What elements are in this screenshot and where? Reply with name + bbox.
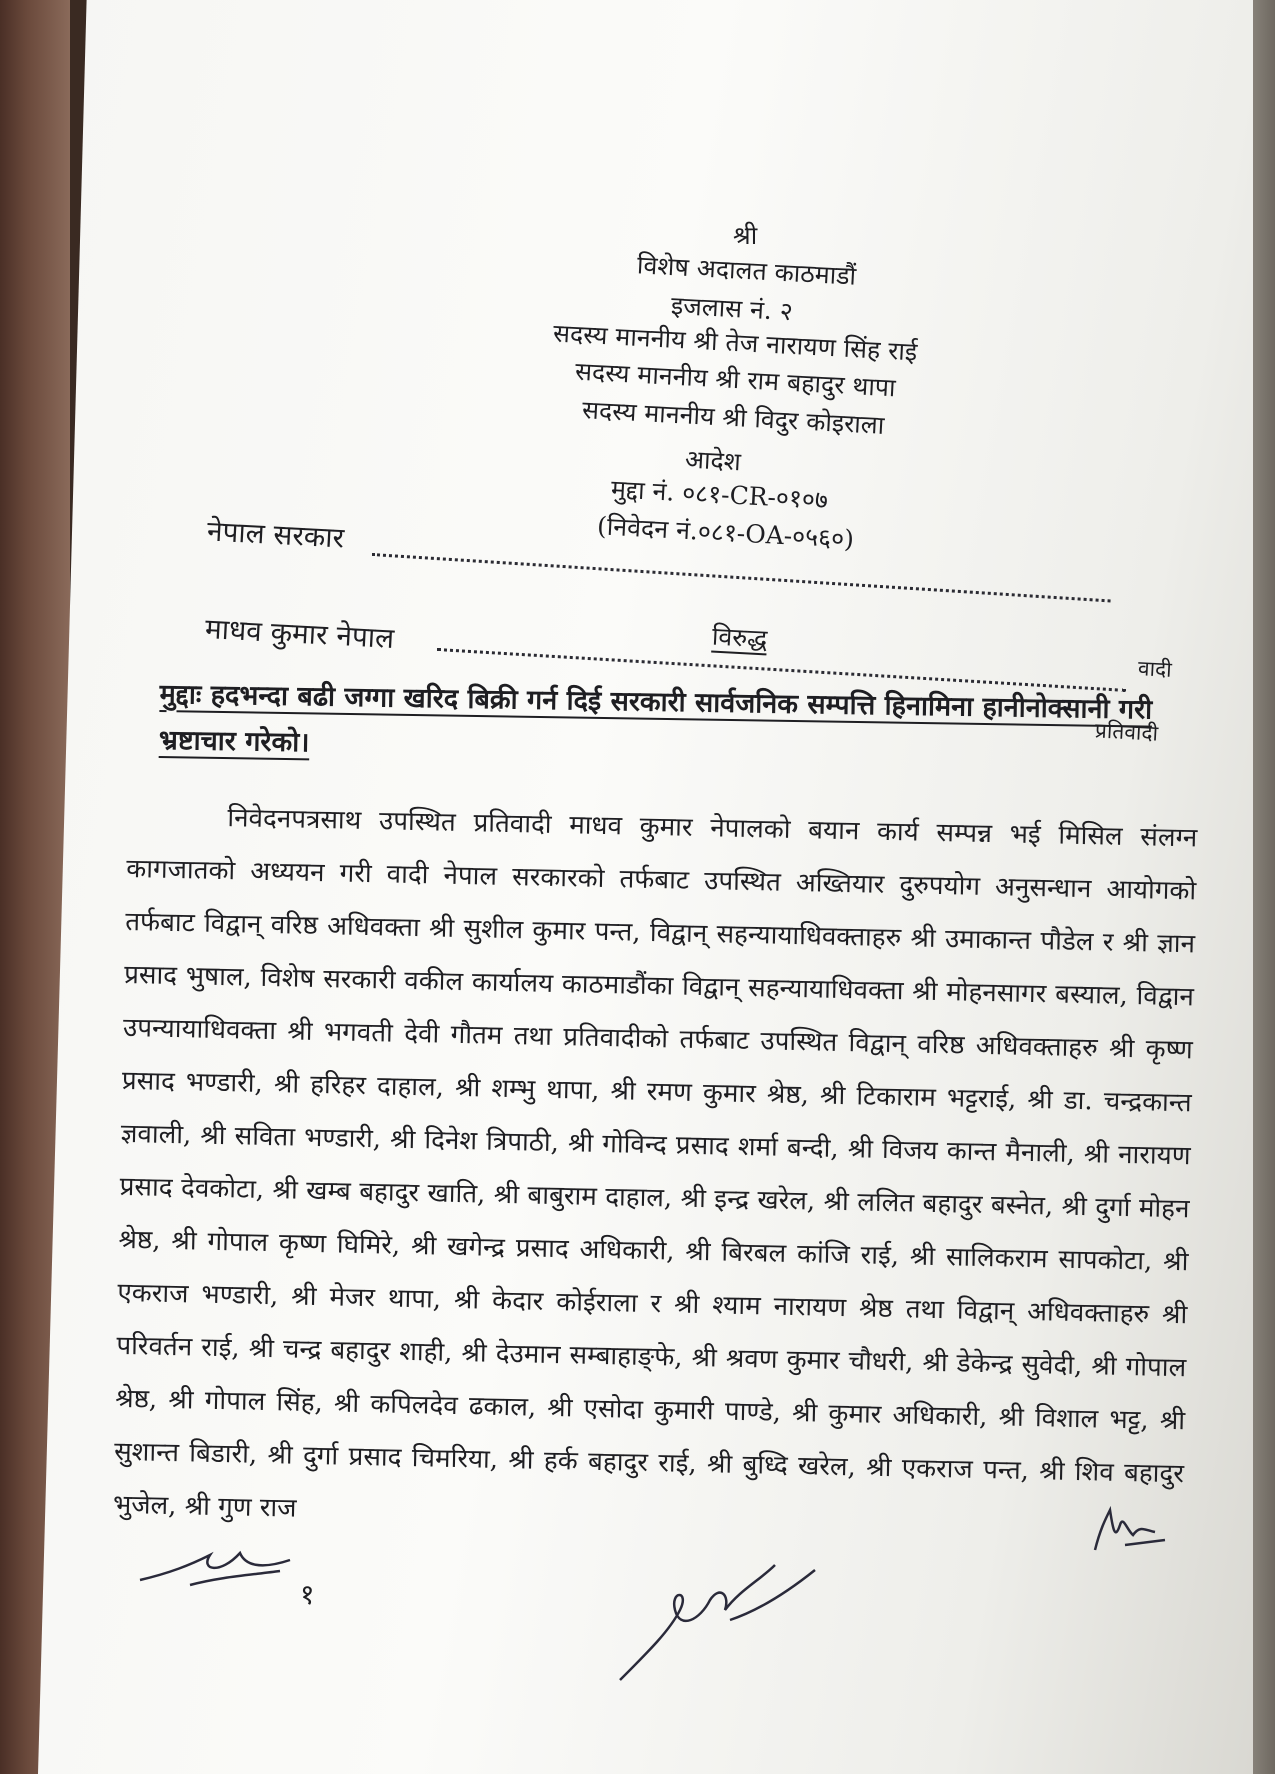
defendant-name: माधव कुमार नेपाल [204,612,395,655]
header-court-name: विशेष अदालत काठमाडौं [636,250,857,291]
header-member-2: सदस्य माननीय श्री राम बहादुर थापा [574,356,897,403]
header-bench: इजलास नं. २ [670,290,794,327]
case-subject [159,672,1190,780]
signature-right [1085,1500,1175,1560]
case-number: मुद्दा नं. ०८१-CR-०१०७ [610,474,829,515]
defendant-role: प्रतिवादी [1094,718,1159,746]
case-subject-text: मुद्दाः हदभन्दा बढी जग्गा खरिद बिक्री गर्न दिई सरकारी सार्वजनिक सम्पत्ति हिनामिना हानीनोक्सानी गरी भ्रष्टाचार गरेको। [158,678,1153,759]
petition-number: (निवेदन नं.०८१-OA-०५६०) [596,511,855,554]
plaintiff-name: नेपाल सरकार [206,514,345,555]
order-body-paragraph: निवेदनपत्रसाथ उपस्थित प्रतिवादी माधव कुमार नेपालको बयान कार्य सम्पन्न भई मिसिल संलग्न कागजातको अध्ययन गरी वादी नेपाल सरकारको तर्फबाट उपस्थित अख्तियार दुरुपयोग अनुसन्धान आयोगको तर्फबाट विद्वान् वरिष्ठ अधिवक्ता श्री सुशील कुमार पन्त, विद्वान् सहन्यायाधिवक्ताहरु श्री उमाकान्त पौडेल र श्री ज्ञान प्रसाद भुषाल, विशेष सरकारी वकील कार्यालय काठमाडौंका विद्वान् सहन्यायाधिवक्ता श्री मोहनसागर बस्याल, विद्वान उपन्यायाधिवक्ता श्री भगवती देवी गौतम तथा प्रतिवादीको तर्फबाट उपस्थित विद्वान् वरिष्ठ अधिवक्ताहरु श्री कृष्ण प्रसाद भण्डारी, श्री हरिहर दाहाल, श्री शम्भु थापा, श्री रमण कुमार श्रेष्ठ, श्री टिकाराम भट्टराई, श्री डा. चन्द्रकान्त ज्ञवाली, श्री सविता भण्डारी, श्री दिनेश त्रिपाठी, श्री गोविन्द प्रसाद शर्मा बन्दी, श्री विजय कान्त मैनाली, श्री नारायण प्रसाद देवकोटा, श्री खम्ब बहादुर खाति, श्री बाबुराम दाहाल, श्री इन्द्र खरेल, श्री ललित बहादुर बस्नेत, श्री दुर्गा मोहन श्रेष्ठ, श्री गोपाल कृष्ण घिमिरे, श्री खगेन्द्र प्रसाद अधिकारी, श्री बिरबल कांजि राई, श्री सालिकराम सापकोटा, श्री एकराज भण्डारी, श्री मेजर थापा, श्री केदार कोईराला र श्री श्याम नारायण श्रेष्ठ तथा विद्वान् अधिवक्ताहरु श्री परिवर्तन राई, श्री चन्द्र बहादुर शाही, श्री देउमान सम्बाहाङ्फे, श्री श्रवण कुमार चौधरी, श्री डेकेन्द्र सुवेदी, श्री गोपाल श्रेष्ठ, श्री गोपाल सिंह, श्री कपिलदेव ढकाल, श्री एसोदा कुमारी पाण्डे, श्री कुमार अधिकारी, श्री विशाल भट्ट, श्री सुशान्त बिडारी, श्री दुर्गा प्रसाद चिमरिया, श्री हर्क बहादुर राई, श्री बुध्दि खरेल, श्री एकराज पन्त, श्री शिव बहादुर भुजेल, श्री गुण राज [112,803,1198,1524]
header-order-title: आदेश [684,444,742,477]
header-member-3: सदस्य माननीय श्री विदुर कोइराला [581,395,885,440]
header-member-1: सदस्य माननीय श्री तेज नारायण सिंह राई [552,318,918,367]
versus-label: विरुद्ध [711,621,769,654]
plaintiff-dotted-leader [372,553,1111,602]
plaintiff-role: वादी [1137,656,1173,682]
signature-left [130,1525,310,1595]
header-honorific: श्री [733,221,758,250]
signature-center [600,1550,830,1690]
page-number: १ [300,1578,315,1611]
